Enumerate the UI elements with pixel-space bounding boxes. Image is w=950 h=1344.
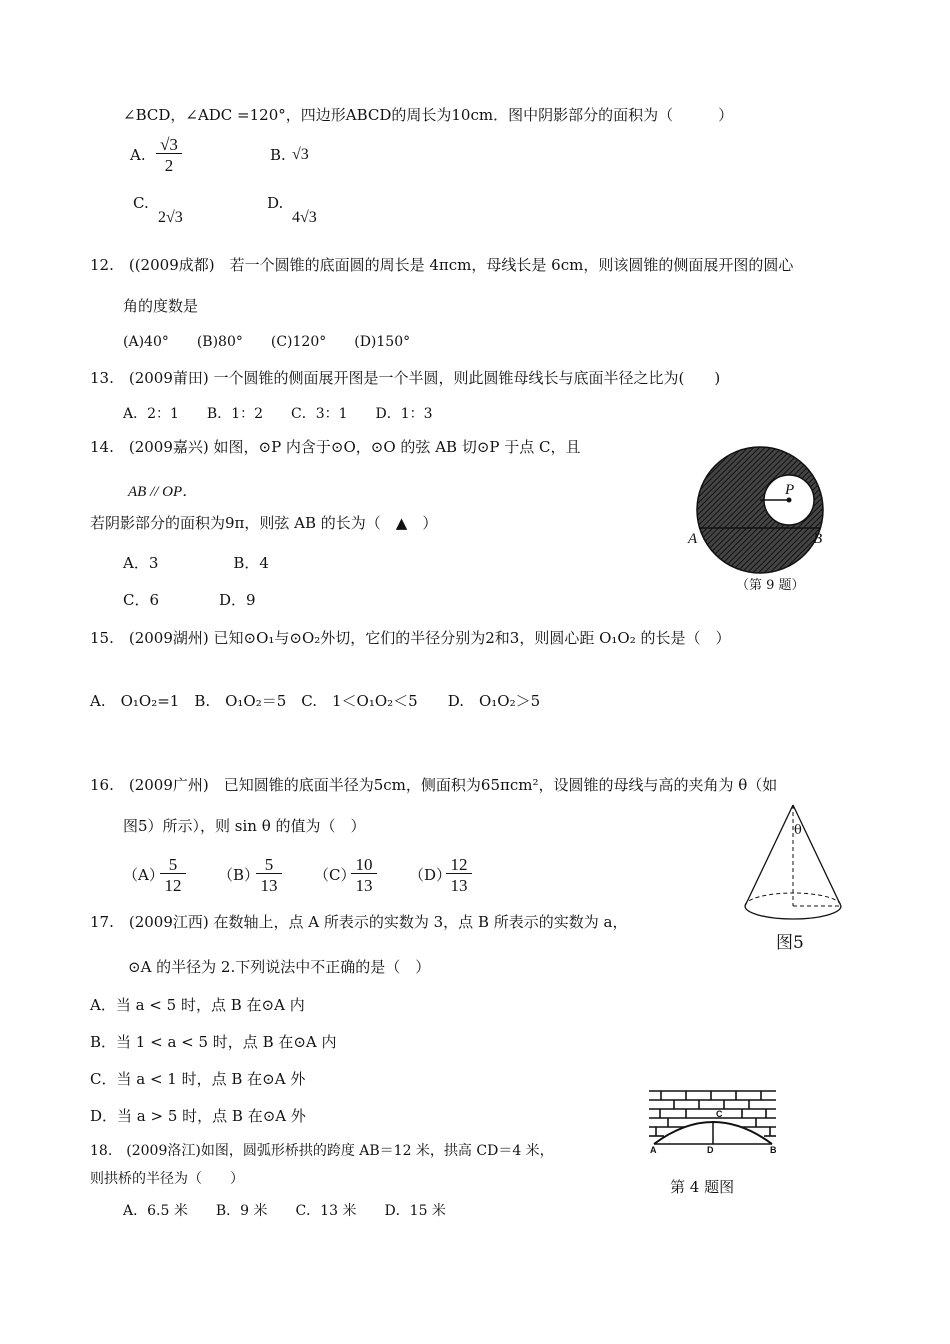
q11-option-a-denominator: 2 bbox=[164, 156, 174, 175]
q16-option-b-denominator: 13 bbox=[260, 876, 278, 895]
q14-fig-caption: （第 9 题） bbox=[736, 578, 805, 593]
q16-option-a-numerator: 5 bbox=[160, 856, 186, 874]
q18-stem-line1: 18. (2009洛江)如图，圆弧形桥拱的跨度 AB＝12 米，拱高 CD＝4 米， bbox=[90, 1143, 554, 1159]
q14-stem-line2: AB // OP． bbox=[128, 484, 198, 500]
q13-options: A．2：1 B．1：2 C．3：1 D．1：3 bbox=[123, 406, 433, 422]
q16-option-a-denominator: 12 bbox=[164, 876, 182, 895]
q14-fig-label-b: B bbox=[813, 531, 823, 547]
q16-cone-left-slant bbox=[745, 805, 793, 906]
q14-options-cd: C．6 D．9 bbox=[123, 591, 256, 609]
q16-option-b-label: （B） bbox=[218, 866, 260, 884]
q16-option-b-fraction bbox=[256, 856, 282, 894]
q18-options: A．6.5 米 B．9 米 C．13 米 D．15 米 bbox=[123, 1203, 446, 1219]
q18-fig-caption: 第 4 题图 bbox=[670, 1178, 735, 1196]
q16-fig-theta: θ bbox=[794, 823, 802, 838]
q11-stem: ∠BCD，∠ADC =120°，四边形ABCD的周长为10cm．图中阴影部分的面积为（ ） bbox=[123, 106, 734, 124]
q18-fig-label-b: B bbox=[770, 1145, 777, 1155]
q16-option-b-numerator: 5 bbox=[256, 856, 282, 874]
q15-options: A. O₁O₂=1 B. O₁O₂＝5 C. 1＜O₁O₂＜5 D. O₁O₂＞5 bbox=[90, 692, 541, 710]
q14-stem-line3: 若阴影部分的面积为9π，则弦 AB 的长为（ ▲ ） bbox=[90, 514, 438, 532]
q14-circle-figure bbox=[680, 430, 840, 600]
q16-stem-line1: 16. (2009广州) 已知圆锥的底面半径为5cm，侧面积为65πcm²，设圆锥的母线与高的夹角为 θ（如 bbox=[90, 776, 778, 794]
q11-option-b-value: √3 bbox=[292, 146, 309, 163]
q11-option-c-value: 2√3 bbox=[158, 209, 183, 226]
q18-bridge-figure bbox=[646, 1088, 782, 1158]
q16-option-d-fraction bbox=[446, 856, 472, 894]
q16-cone-base-front bbox=[745, 906, 841, 919]
q14-fig-label-a: A bbox=[688, 531, 698, 547]
q13-stem: 13. (2009莆田) 一个圆锥的侧面展开图是一个半圆，则此圆锥母线长与底面半径之比为( ) bbox=[90, 369, 721, 387]
q11-option-b-label: B. bbox=[270, 146, 286, 164]
q16-option-c-numerator: 10 bbox=[351, 856, 377, 874]
q17-option-b: B．当 1 < a < 5 时，点 B 在⊙A 内 bbox=[90, 1033, 337, 1051]
q18-stem-line2: 则拱桥的半径为（ ） bbox=[90, 1171, 244, 1187]
q16-cone-right-slant bbox=[793, 805, 841, 906]
q11-option-a-label: A. bbox=[130, 146, 146, 164]
q11-option-d-label: D. bbox=[267, 194, 284, 212]
q16-option-c-fraction bbox=[351, 856, 377, 894]
q11-option-c-label: C. bbox=[133, 194, 149, 212]
q17-option-d: D．当 a > 5 时，点 B 在⊙A 外 bbox=[90, 1107, 306, 1125]
q11-option-a-fraction bbox=[156, 136, 182, 174]
q16-option-c-denominator: 13 bbox=[355, 876, 373, 895]
q17-option-c: C．当 a < 1 时，点 B 在⊙A 外 bbox=[90, 1070, 306, 1088]
q12-stem-line2: 角的度数是 bbox=[123, 297, 199, 315]
q16-option-d-denominator: 13 bbox=[450, 876, 468, 895]
q14-fig-label-p: P bbox=[785, 482, 795, 498]
q17-stem-line2: ⊙A 的半径为 2.下列说法中不正确的是（ ） bbox=[128, 958, 431, 976]
q12-stem-line1: 12. ((2009成都) 若一个圆锥的底面圆的周长是 4πcm，母线长是 6cm，则该圆锥的侧面展开图的圆心 bbox=[90, 256, 794, 274]
q12-options: (A)40° (B)80° (C)120° (D)150° bbox=[123, 334, 411, 350]
q17-option-a: A．当 a < 5 时，点 B 在⊙A 内 bbox=[90, 996, 305, 1014]
q14-stem-line1: 14. (2009嘉兴) 如图，⊙P 内含于⊙O，⊙O 的弦 AB 切⊙P 于点 C，且 bbox=[90, 438, 581, 456]
q16-option-c-label: （C） bbox=[314, 866, 356, 884]
q16-stem-line2: 图5）所示），则 sin θ 的值为（ ） bbox=[123, 817, 366, 835]
q16-option-d-numerator: 12 bbox=[446, 856, 472, 874]
q18-fig-label-a: A bbox=[650, 1145, 657, 1155]
q18-fig-label-d: D bbox=[707, 1145, 714, 1155]
q17-stem-line1: 17. (2009江西) 在数轴上，点 A 所表示的实数为 3，点 B 所表示的实数为 a， bbox=[90, 913, 628, 931]
q15-stem: 15. (2009湖州) 已知⊙O₁与⊙O₂外切，它们的半径分别为2和3，则圆心距 O₁O₂ 的长是（ ） bbox=[90, 629, 731, 647]
q11-option-d-value: 4√3 bbox=[292, 209, 317, 226]
q16-option-a-label: （A） bbox=[123, 866, 164, 884]
q16-option-a-fraction bbox=[160, 856, 186, 894]
q14-options-ab: A．3 B．4 bbox=[123, 554, 269, 572]
q16-option-d-label: （D） bbox=[409, 866, 452, 884]
q16-fig-caption: 图5 bbox=[776, 933, 804, 953]
q14-point-p bbox=[787, 498, 792, 503]
q18-fig-label-c: C bbox=[716, 1109, 723, 1119]
q11-option-a-numerator: √3 bbox=[156, 136, 182, 154]
